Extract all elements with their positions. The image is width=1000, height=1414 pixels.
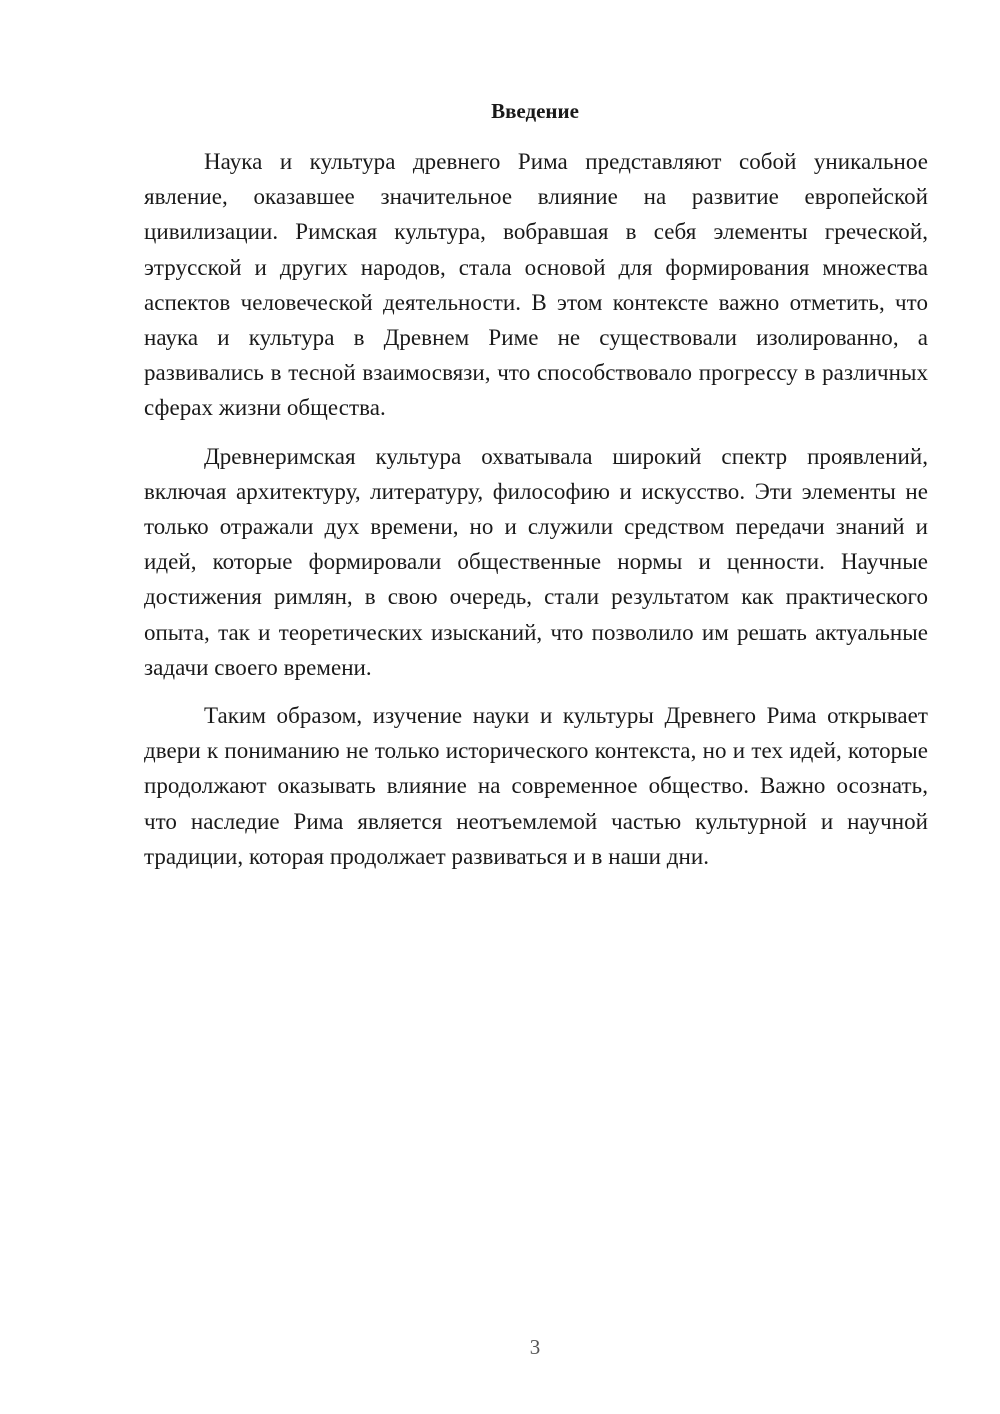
section-title: Введение	[491, 99, 579, 123]
paragraph-3: Таким образом, изучение науки и культуры Древнего Рима открывает двери к пониманию не только исторического контекста, но и тех идей, которые продолжают оказывать влияние на современное общество. Важно осознать, что наследие Рима является неотъемлемой частью культурной и научной традиции, которая продолжает развиваться и в наши дни.	[144, 703, 928, 869]
paragraph-1: Наука и культура древнего Рима представляют собой уникальное явление, оказавшее значительное влияние на развитие европейской цивилизации. Римская культура, вобравшая в себя элементы греческой, этрусской и других народов, стала основой для формирования множества аспектов человеческой деятельности. В этом контексте важно отметить, что наука и культура в Древнем Риме не существовали изолированно, а развивались в тесной взаимосвязи, что способствовало прогрессу в различных сферах жизни общества.	[144, 149, 928, 421]
page-number: 3	[529, 1335, 541, 1359]
body-text	[144, 144, 928, 887]
paragraph-2: Древнеримская культура охватывала широкий спектр проявлений, включая архитектуру, литературу, философию и искусство. Эти элементы не только отражали дух времени, но и служили средством передачи знаний и идей, которые формировали общественные нормы и ценности. Научные достижения римлян, в свою очередь, стали результатом как практического опыта, так и теоретических изысканий, что позволило им решать актуальные задачи своего времени.	[144, 443, 928, 680]
